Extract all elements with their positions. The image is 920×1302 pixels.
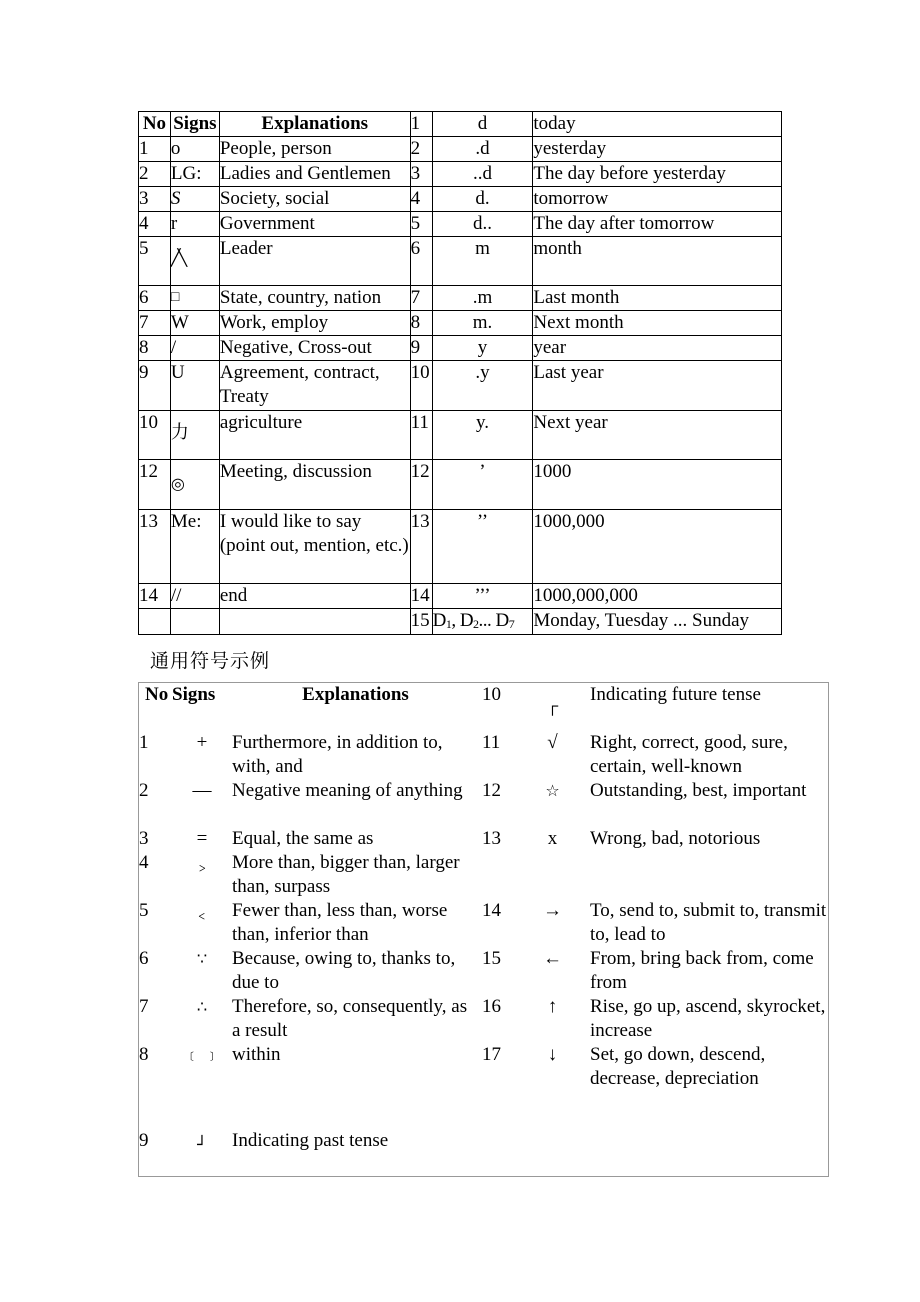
header-explanations: Explanations bbox=[219, 112, 410, 137]
cell-meaning2: Next month bbox=[533, 311, 782, 336]
cell-no: 1 bbox=[139, 137, 171, 162]
cell-explanation bbox=[219, 608, 410, 634]
cell-sign: □ bbox=[170, 286, 219, 311]
table-row bbox=[139, 851, 828, 899]
cell-sign: / bbox=[170, 336, 219, 361]
table-row bbox=[139, 286, 782, 311]
cell-sign2: ☆ bbox=[545, 781, 560, 800]
cell-sign bbox=[170, 237, 219, 286]
cell-meaning2: Wrong, bad, notorious bbox=[590, 828, 761, 849]
cell-explanation: Furthermore, in addition to, with, and bbox=[232, 732, 443, 777]
cell-sign bbox=[172, 1129, 232, 1169]
cell-no2 bbox=[479, 1129, 515, 1169]
cell-no: 7 bbox=[139, 311, 171, 336]
cell-no2: 6 bbox=[410, 237, 432, 286]
cell-no: 2 bbox=[139, 162, 171, 187]
cell-no: 4 bbox=[139, 852, 149, 873]
cell-no2: 12 bbox=[482, 780, 501, 801]
cell-explanation: I would like to say (point out, mention, etc.) bbox=[219, 509, 410, 583]
cell-sign2 bbox=[515, 851, 590, 899]
cell-no2: 7 bbox=[410, 286, 432, 311]
cell-explanation: agriculture bbox=[219, 410, 410, 459]
cell-no bbox=[139, 608, 171, 634]
cell-sign: // bbox=[170, 583, 219, 608]
cell-meaning2: Next year bbox=[533, 410, 782, 459]
cell-explanation: within bbox=[232, 1044, 281, 1065]
table-header-row bbox=[139, 112, 782, 137]
cell-explanation: Therefore, so, consequently, as a result bbox=[232, 996, 468, 1041]
cell-sign: ﹥ bbox=[193, 857, 210, 876]
day-sign: , D bbox=[451, 609, 474, 631]
day-subscript: 7 bbox=[508, 616, 515, 631]
cell-explanation: Ladies and Gentlemen bbox=[219, 162, 410, 187]
header-signs: Signs bbox=[170, 112, 219, 137]
table-row bbox=[139, 947, 828, 995]
cell-no2: 8 bbox=[410, 311, 432, 336]
cell-sign: ﹤ bbox=[193, 905, 210, 924]
cell-sign2: ’ bbox=[432, 460, 533, 509]
general-symbols-box bbox=[138, 682, 829, 1177]
cell-sign2: d.. bbox=[432, 212, 533, 237]
table-row bbox=[139, 311, 782, 336]
cell-meaning2: Rise, go up, ascend, skyrocket, increase bbox=[590, 996, 826, 1041]
cell-meaning2: 1000,000,000 bbox=[533, 583, 782, 608]
general-symbols-table bbox=[139, 683, 828, 1169]
cell-no2: 3 bbox=[410, 162, 432, 187]
cell-sign: — bbox=[192, 780, 212, 801]
cell-meaning2: 1000,000 bbox=[533, 509, 782, 583]
cell-sign: ﹝ ﹞ bbox=[184, 1046, 220, 1064]
cell-meaning2: Right, correct, good, sure, certain, well-known bbox=[590, 732, 788, 777]
table-row bbox=[139, 731, 828, 779]
header-explanations: Explanations bbox=[302, 684, 409, 705]
cell-explanation: Indicating past tense bbox=[232, 1130, 389, 1151]
cell-no2: 11 bbox=[410, 410, 432, 459]
cell-no: 8 bbox=[139, 1044, 149, 1065]
cell-sign2 bbox=[515, 683, 590, 731]
cell-explanation: Equal, the same as bbox=[232, 828, 374, 849]
cell-sign2: √ bbox=[547, 732, 558, 753]
cell-sign2: .m bbox=[432, 286, 533, 311]
table-row bbox=[139, 162, 782, 187]
cell-meaning2: Set, go down, descend, decrease, depreciation bbox=[590, 1044, 766, 1089]
past-tense-sign: ┘ bbox=[197, 1135, 207, 1154]
table-row bbox=[139, 779, 828, 827]
day-subscript: 1 bbox=[445, 616, 452, 631]
cell-sign2 bbox=[515, 1129, 590, 1169]
cell-sign: W bbox=[170, 311, 219, 336]
cell-no2: 15 bbox=[410, 608, 432, 634]
cell-sign bbox=[170, 460, 219, 509]
cell-sign2: m. bbox=[432, 311, 533, 336]
table-header-row bbox=[139, 683, 828, 731]
cell-meaning2 bbox=[590, 1129, 828, 1169]
table-row bbox=[139, 608, 782, 634]
cell-no2: 10 bbox=[482, 684, 501, 705]
cell-meaning2: month bbox=[533, 237, 782, 286]
abbreviation-table bbox=[138, 111, 782, 635]
cell-sign: ∵ bbox=[196, 949, 208, 968]
cell-no2: 13 bbox=[482, 828, 501, 849]
cell-sign bbox=[170, 410, 219, 459]
cell-no: 6 bbox=[139, 286, 171, 311]
cell-explanation: Work, employ bbox=[219, 311, 410, 336]
cell-sign: ∴ bbox=[196, 997, 208, 1016]
table-row bbox=[139, 899, 828, 947]
cell-meaning2: Indicating future tense bbox=[590, 684, 761, 705]
cell-sign2: x bbox=[547, 828, 558, 849]
agriculture-sign: 力 bbox=[170, 421, 189, 443]
cell-explanation: State, country, nation bbox=[219, 286, 410, 311]
cell-meaning2: today bbox=[533, 112, 782, 137]
cell-sign2: .d bbox=[432, 137, 533, 162]
cell-no2: 17 bbox=[482, 1044, 501, 1065]
cell-sign: S bbox=[170, 187, 219, 212]
cell-sign2: ↓ bbox=[547, 1044, 558, 1065]
cell-meaning2 bbox=[590, 851, 828, 899]
header-no: No bbox=[139, 112, 171, 137]
table-row bbox=[139, 1043, 828, 1129]
cell-no: 14 bbox=[139, 583, 171, 608]
day-sign: D bbox=[432, 609, 446, 631]
table-row bbox=[139, 583, 782, 608]
table-row bbox=[139, 460, 782, 509]
cell-no: 3 bbox=[139, 187, 171, 212]
cell-no2: 13 bbox=[410, 509, 432, 583]
cell-explanation: Fewer than, less than, worse than, inferior than bbox=[232, 900, 448, 945]
cell-explanation: People, person bbox=[219, 137, 410, 162]
cell-explanation: Negative meaning of anything bbox=[232, 780, 463, 801]
cell-explanation: Because, owing to, thanks to, due to bbox=[232, 948, 456, 993]
table-row bbox=[139, 995, 828, 1043]
cell-no2: 4 bbox=[410, 187, 432, 212]
cell-explanation: Meeting, discussion bbox=[219, 460, 410, 509]
cell-meaning2: tomorrow bbox=[533, 187, 782, 212]
table-row bbox=[139, 827, 828, 851]
cell-sign2: ’’ bbox=[432, 509, 533, 583]
cell-no2: 5 bbox=[410, 212, 432, 237]
cell-no2: 15 bbox=[482, 948, 501, 969]
cell-no2: 2 bbox=[410, 137, 432, 162]
cell-no2: 1 bbox=[410, 112, 432, 137]
cell-sign: + bbox=[196, 732, 208, 753]
cell-sign: = bbox=[196, 828, 208, 849]
table-row bbox=[139, 361, 782, 410]
cell-no: 2 bbox=[139, 780, 149, 801]
cell-sign2: .y bbox=[432, 361, 533, 410]
cell-meaning2: Monday, Tuesday ... Sunday bbox=[533, 608, 782, 634]
cell-meaning2: The day before yesterday bbox=[533, 162, 782, 187]
cell-explanation: Negative, Cross-out bbox=[219, 336, 410, 361]
cell-sign2: y bbox=[432, 336, 533, 361]
cell-meaning2: yesterday bbox=[533, 137, 782, 162]
cell-explanation: Government bbox=[219, 212, 410, 237]
cell-meaning2: To, send to, submit to, transmit to, lead to bbox=[590, 900, 827, 945]
leader-sign: ╱╲ bbox=[170, 250, 185, 267]
cell-sign: Me: bbox=[170, 509, 219, 583]
cell-explanation: Society, social bbox=[219, 187, 410, 212]
cell-meaning2: From, bring back from, come from bbox=[590, 948, 814, 993]
header-no: No bbox=[145, 684, 169, 705]
table-row bbox=[139, 187, 782, 212]
cell-no: 13 bbox=[139, 509, 171, 583]
cell-no: 8 bbox=[139, 336, 171, 361]
cell-sign2: → bbox=[543, 900, 562, 921]
table-row bbox=[139, 509, 782, 583]
table-row bbox=[139, 1129, 828, 1169]
cell-meaning2: 1000 bbox=[533, 460, 782, 509]
cell-no: 7 bbox=[139, 996, 149, 1017]
cell-no2: 10 bbox=[410, 361, 432, 410]
cell-no: 10 bbox=[139, 410, 171, 459]
cell-no2 bbox=[479, 851, 515, 899]
cell-sign2: d bbox=[432, 112, 533, 137]
cell-sign2: ↑ bbox=[547, 996, 558, 1017]
cell-explanation: More than, bigger than, larger than, surpass bbox=[232, 852, 460, 897]
cell-no: 12 bbox=[139, 460, 171, 509]
section-caption: 通用符号示例 bbox=[150, 650, 271, 672]
cell-sign: LG: bbox=[170, 162, 219, 187]
cell-sign2: ..d bbox=[432, 162, 533, 187]
day-subscript: 2 bbox=[473, 616, 479, 631]
cell-no: 4 bbox=[139, 212, 171, 237]
cell-sign2: ← bbox=[543, 948, 562, 969]
table-row bbox=[139, 336, 782, 361]
cell-no2: 9 bbox=[410, 336, 432, 361]
cell-sign2: d. bbox=[432, 187, 533, 212]
cell-meaning2: Last month bbox=[533, 286, 782, 311]
cell-no2: 12 bbox=[410, 460, 432, 509]
table-row bbox=[139, 410, 782, 459]
day-sign: ... D bbox=[478, 609, 509, 631]
cell-explanation: Leader bbox=[219, 237, 410, 286]
meeting-sign: ◎ bbox=[170, 474, 185, 494]
cell-meaning2: The day after tomorrow bbox=[533, 212, 782, 237]
cell-sign2: m bbox=[432, 237, 533, 286]
header-signs: Signs bbox=[172, 684, 216, 705]
cell-sign: o bbox=[170, 137, 219, 162]
cell-sign: U bbox=[170, 361, 219, 410]
cell-meaning2: year bbox=[533, 336, 782, 361]
cell-meaning2: Last year bbox=[533, 361, 782, 410]
cell-no2: 11 bbox=[482, 732, 501, 753]
cell-sign bbox=[170, 608, 219, 634]
table-row bbox=[139, 212, 782, 237]
cell-no2: 14 bbox=[410, 583, 432, 608]
cell-meaning2: Outstanding, best, important bbox=[590, 780, 807, 801]
cell-sign2: ’’’ bbox=[432, 583, 533, 608]
cell-no2: 16 bbox=[482, 996, 501, 1017]
future-tense-sign: ┌ bbox=[546, 698, 559, 715]
cell-no: 1 bbox=[139, 732, 149, 753]
cell-no: 6 bbox=[139, 948, 149, 969]
cell-sign2: y. bbox=[432, 410, 533, 459]
cell-explanation: Agreement, contract, Treaty bbox=[219, 361, 410, 410]
cell-no: 5 bbox=[139, 237, 171, 286]
cell-no: 9 bbox=[139, 361, 171, 410]
cell-no: 5 bbox=[139, 900, 149, 921]
cell-no2: 14 bbox=[482, 900, 501, 921]
cell-no: 9 bbox=[139, 1130, 149, 1151]
cell-sign2 bbox=[432, 608, 533, 634]
table-row bbox=[139, 137, 782, 162]
cell-explanation: end bbox=[219, 583, 410, 608]
cell-sign: r bbox=[170, 212, 219, 237]
cell-no: 3 bbox=[139, 828, 149, 849]
table-row bbox=[139, 237, 782, 286]
